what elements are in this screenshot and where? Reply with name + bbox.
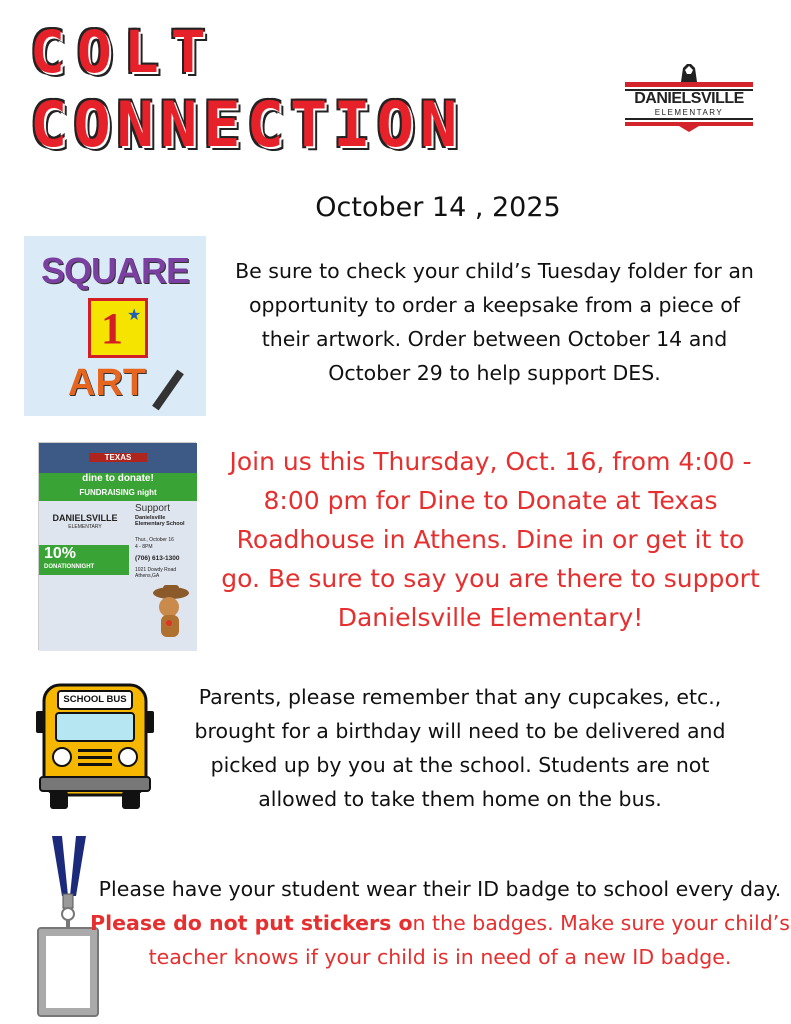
- paintbrush-icon: [152, 370, 184, 411]
- logo-name: DANIELSVILLE: [634, 90, 744, 107]
- school-logo: [625, 62, 753, 132]
- star-icon: ★: [127, 305, 142, 324]
- flyer-phone: (706) 613-1300: [135, 555, 180, 562]
- flyer-when: Thur., October 16: [135, 537, 174, 543]
- dine-to-donate-flyer: [38, 442, 196, 650]
- newsletter-date: October 14 , 2025: [315, 192, 561, 223]
- flyer-school: DANIELSVILLE: [52, 513, 118, 523]
- square-word: SQUARE: [40, 250, 190, 291]
- school-bus-image: [36, 683, 154, 813]
- texas-brand: TEXAS: [89, 453, 147, 462]
- badge-text-2: Please do not put stickers o: [90, 911, 413, 935]
- flyer-headline: dine to donate!: [82, 473, 154, 484]
- bus-sign: SCHOOL BUS: [63, 694, 127, 705]
- armadillo-mascot-icon: [149, 583, 189, 643]
- dine-to-donate-paragraph: Join us this Thursday, Oct. 16, from 4:00 - 8:00 pm for Dine to Donate at Texas Roadhouse in Athens. Dine in or get it to go. Be sure to say you are there to support Danielsville Elementary!: [221, 447, 760, 632]
- flyer-percent-label: DONATIONNIGHT: [44, 564, 95, 570]
- square1-art-image: [24, 236, 206, 416]
- title-line-1: COLT: [30, 18, 218, 86]
- number-one: 1: [101, 304, 123, 353]
- badge-text-3: n the badges. Make sure your child’s teacher knows if your child is in need of a new ID badge.: [148, 911, 790, 969]
- flyer-school-sub: ELEMENTARY: [68, 524, 102, 530]
- badge-text-1: Please have your student wear their ID badge to school every day.: [98, 877, 782, 901]
- square1-paragraph: Be sure to check your child’s Tuesday folder for an opportunity to order a keepsake from a piece of their artwork. Order between October 14 and October 29 to help support DES.: [235, 259, 754, 385]
- flyer-subhead: FUNDRAISING night: [79, 488, 157, 497]
- logo-sub: ELEMENTARY: [654, 108, 724, 117]
- cupcake-paragraph: Parents, please remember that any cupcakes, etc., brought for a birthday will need to be delivered and picked up by you at the school. Students are not allowed to take them home on the bus.: [194, 685, 726, 811]
- flyer-percent: 10%: [44, 545, 77, 562]
- flyer-time: 4 - 8PM: [135, 544, 153, 550]
- flyer-address: 1021 Dowdy Road Athens,GA: [135, 567, 177, 579]
- title-line-2: CONNECTION: [30, 88, 464, 161]
- flyer-support-text: Danielsville Elementary School: [135, 515, 185, 527]
- flyer-support-title: Support: [135, 503, 171, 514]
- number-box: [88, 298, 148, 358]
- art-word: ART: [68, 362, 147, 404]
- badge-paragraph: [90, 872, 790, 974]
